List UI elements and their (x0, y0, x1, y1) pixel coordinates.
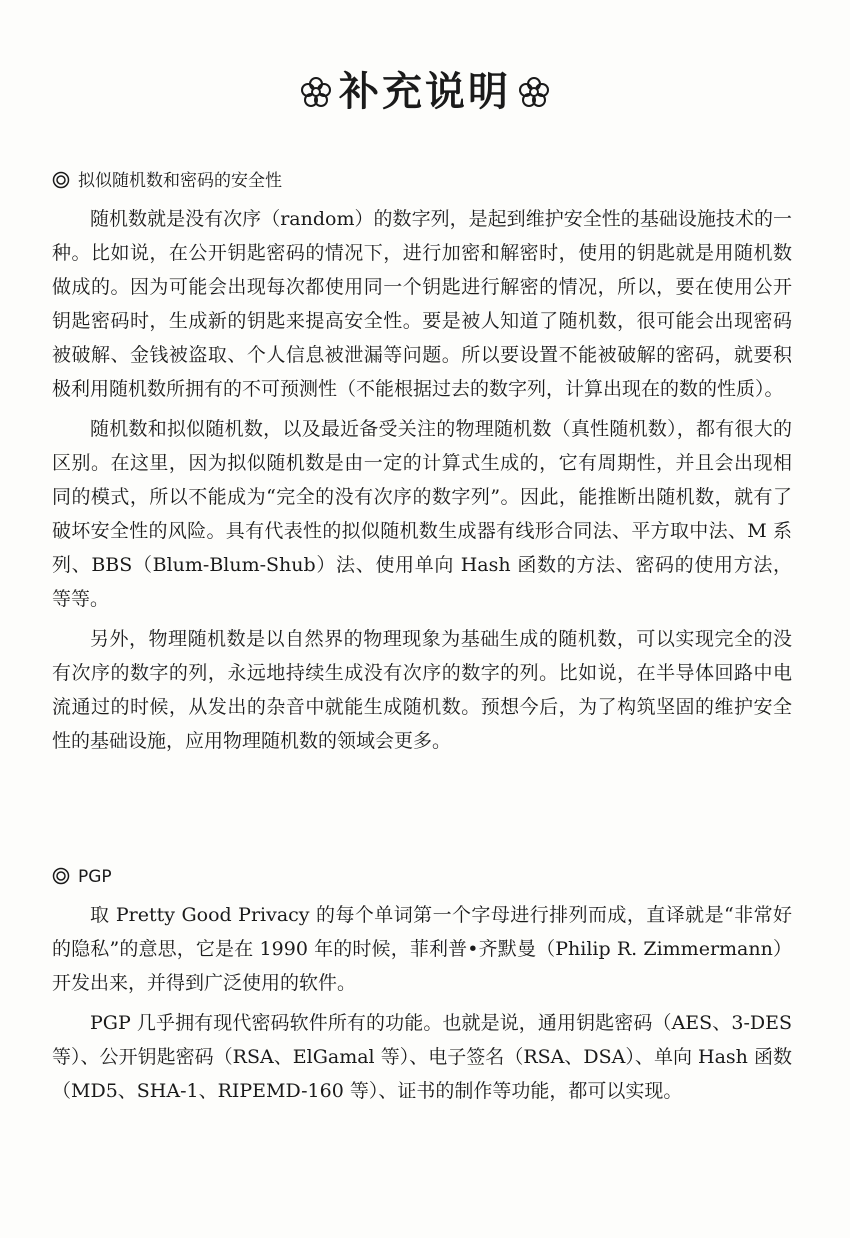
page-title (0, 62, 850, 122)
page-title-text: 补充说明 (339, 69, 511, 115)
flower-icon (517, 75, 551, 109)
paragraph: PGP 几乎拥有现代密码软件所有的功能。也就是说，通用钥匙密码（AES、3-DES等）、公开钥匙密码（RSA、ElGamal 等）、电子签名（RSA、DSA）、单向 Hash 函数（MD5、SHA-1、RIPEMD-160 等）、证书的制作等功能，都可以实现。 (52, 1012, 792, 1102)
section-pgp (52, 864, 792, 1114)
section-pseudo-random (52, 168, 792, 764)
double-circle-icon (52, 867, 70, 885)
paragraph: 随机数和拟似随机数，以及最近备受关注的物理随机数（真性随机数），都有很大的区别。在这里，因为拟似随机数是由一定的计算式生成的，它有周期性，并且会出现相同的模式，所以不能成为“完全的没有次序的数字列”。因此，能推断出随机数，就有了破坏安全性的风险。具有代表性的拟似随机数生成器有线形合同法、平方取中法、M 系列、BBS（Blum-Blum-Shub）法、使用单向 Hash 函数的方法、密码的使用方法，等等。 (52, 418, 792, 610)
paragraph: 随机数就是没有次序（random）的数字列，是起到维护安全性的基础设施技术的一种。比如说，在公开钥匙密码的情况下，进行加密和解密时，使用的钥匙就是用随机数做成的。因为可能会出现每次都使用同一个钥匙进行解密的情况，所以，要在使用公开钥匙密码时，生成新的钥匙来提高安全性。要是被人知道了随机数，很可能会出现密码被破解、金钱被盗取、个人信息被泄漏等问题。所以要设置不能被破解的密码，就要积极利用随机数所拥有的不可预测性（不能根据过去的数字列，计算出现在的数的性质）。 (52, 208, 792, 400)
paragraph: 另外，物理随机数是以自然界的物理现象为基础生成的随机数，可以实现完全的没有次序的数字的列，永远地持续生成没有次序的数字的列。比如说，在半导体回路中电流通过的时候，从发出的杂音中就能生成随机数。预想今后，为了构筑坚固的维护安全性的基础设施，应用物理随机数的领域会更多。 (52, 628, 792, 752)
double-circle-icon (52, 171, 70, 189)
paragraph: 取 Pretty Good Privacy 的每个单词第一个字母进行排列而成，直译就是“非常好的隐私”的意思，它是在 1990 年的时候，菲利普•齐默曼（Philip R. Zimmermann）开发出来，并得到广泛使用的软件。 (52, 904, 792, 994)
flower-icon (299, 75, 333, 109)
section-heading: 拟似随机数和密码的安全性 (52, 168, 792, 194)
section-heading: PGP (52, 864, 792, 890)
